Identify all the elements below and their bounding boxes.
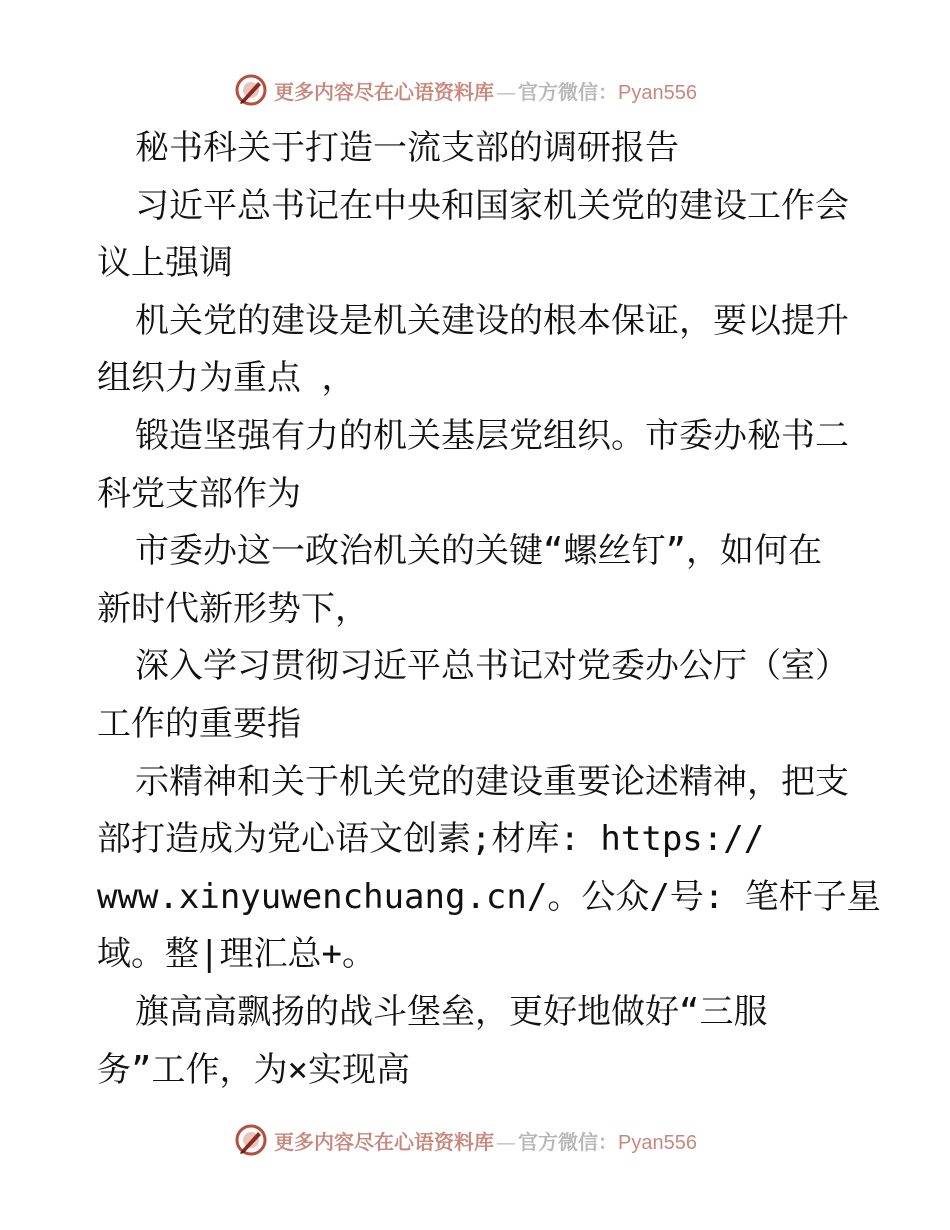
text-line: 新时代新形势下， [97,588,369,629]
pen-logo-icon [234,73,268,107]
text-line: 科党支部作为 [97,473,301,514]
text-line: 示精神和关于机关党的建设重要论述精神，把支 [135,761,849,802]
watermark-main-text: 更多内容尽在心语资料库 [274,79,494,104]
text-line: 机关党的建设是机关建设的根本保证，要以提升 [135,300,849,341]
watermark-label: 官方微信： [518,79,618,104]
text-line: 组织力为重点 ， [97,358,356,399]
text-line: 旗高高飘扬的战斗堡垒，更好地做好“三服 [135,991,768,1032]
text-line: 市委办这一政治机关的关键“螺丝钉”，如何在 [135,531,822,572]
watermark-main-text: 更多内容尽在心语资料库 [274,1129,494,1154]
footer-watermark-banner [234,1120,697,1160]
text-line: 域。整|理汇总+。 [97,934,376,975]
watermark-wechat-id: Pyan556 [618,1131,697,1154]
text-line: 议上强调 [97,243,233,284]
document-body [97,120,881,1099]
text-line: 深入学习贯彻习近平总书记对党委办公厅（室） [135,646,849,687]
watermark-text [274,76,697,105]
document-title: 秘书科关于打造一流支部的调研报告 [135,128,679,168]
watermark-dash: — [496,79,516,104]
text-line: 锻造坚强有力的机关基层党组织。市委办秘书二 [135,415,849,456]
text-line: 务”工作，为×实现高 [97,1049,410,1090]
pen-logo-icon [234,1123,268,1157]
watermark-text [274,1126,697,1155]
header-watermark-banner [234,70,697,110]
text-line: 工作的重要指 [97,703,301,744]
text-line: 部打造成为党心语文创素;材库: https:// [97,819,765,860]
text-line: 习近平总书记在中央和国家机关党的建设工作会 [135,185,849,226]
watermark-dash: — [496,1129,516,1154]
watermark-wechat-id: Pyan556 [618,81,697,104]
watermark-label: 官方微信： [518,1129,618,1154]
text-line: www.xinyuwenchuang.cn/。公众/号: 笔杆子星 [97,876,881,917]
